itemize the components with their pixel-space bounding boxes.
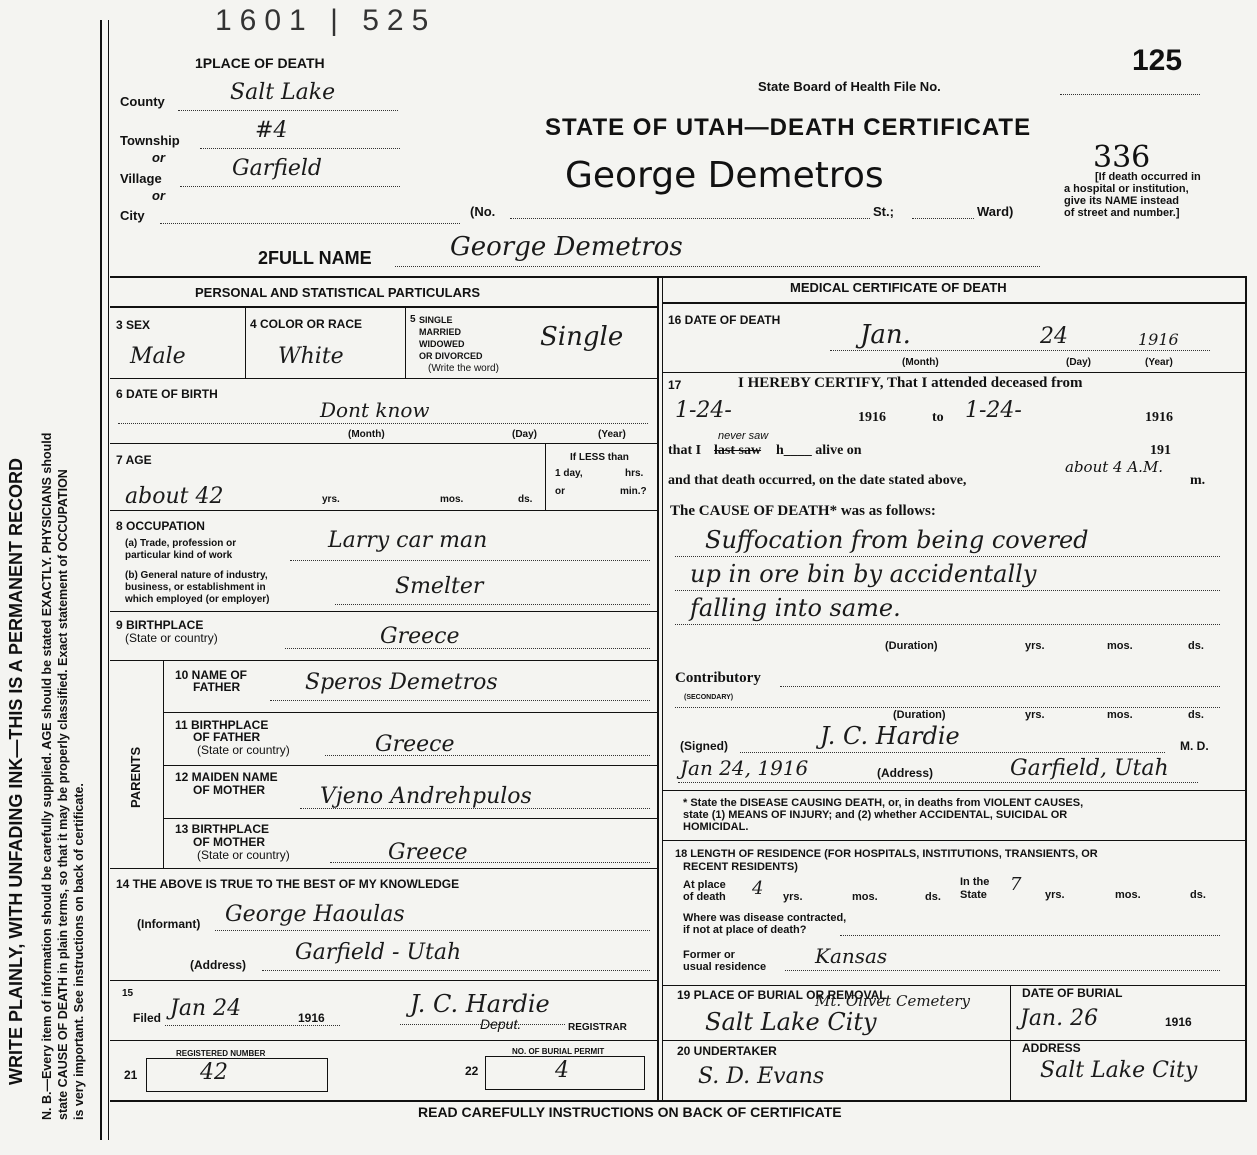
contributory-yrs: yrs. — [1025, 709, 1045, 721]
signed-value: J. C. Hardie — [820, 722, 960, 750]
or-label: or — [555, 486, 565, 497]
hospital-note-1: [If death occurred in — [1095, 171, 1201, 183]
residence-state-years: 7 — [1010, 874, 1022, 895]
row-rule-signed — [663, 790, 1246, 791]
residence-state-mos: mos. — [1115, 889, 1141, 901]
contributory-secondary: (SECONDARY) — [684, 694, 734, 701]
doctor-address-label: (Address) — [877, 766, 934, 780]
occupation-b-line-2: business, or establishment in — [125, 582, 266, 593]
row-rule-residence — [663, 985, 1246, 986]
frame-top-rule — [110, 276, 1247, 278]
age-label: 7 AGE — [116, 453, 152, 467]
alive-on-label: h____ alive on — [776, 443, 862, 458]
in-the-label-2: State — [960, 889, 987, 901]
informant-address-value: Garfield - Utah — [295, 940, 462, 965]
burial-place-city: Salt Lake City — [705, 1008, 877, 1036]
medical-heading-rule — [663, 302, 1246, 304]
birthplace-label: 9 BIRTHPLACE — [116, 618, 204, 632]
footer-instructions: READ CAREFULLY INSTRUCTIONS ON BACK OF CERTIFICATE — [418, 1104, 842, 1120]
deputy-label: Deput. — [480, 1016, 522, 1032]
age-mos: mos. — [440, 494, 464, 505]
street-number-line — [510, 218, 870, 219]
township-line — [200, 148, 400, 149]
if-less-label: If LESS than — [570, 452, 629, 463]
certify-num: 17 — [668, 378, 682, 392]
signed-line — [740, 752, 1165, 753]
color-value: White — [278, 344, 344, 369]
mother-bp-label-3: (State or country) — [197, 848, 290, 862]
father-bp-value: Greece — [375, 732, 455, 757]
side-note-line-1: N. B.—Every item of information should be carefully supplied. AGE should be stated EXACTLY. PHYSICIANS should — [40, 432, 54, 1120]
or-label-1: or — [152, 150, 165, 165]
death-day-caption: (Day) — [1066, 357, 1092, 368]
undertaker-address-label: ADDRESS — [1022, 1041, 1081, 1055]
medical-heading: MEDICAL CERTIFICATE OF DEATH — [790, 280, 1007, 295]
contracted-line — [840, 935, 1220, 936]
marital-value: Single — [540, 322, 624, 352]
occupation-b-value: Smelter — [395, 574, 484, 599]
former-label-1: Former or — [683, 949, 735, 961]
cause-duration-label: (Duration) — [885, 640, 938, 652]
mother-name-value: Vjeno Andrehpulos — [320, 784, 532, 809]
at-place-label-1: At place — [683, 879, 726, 891]
township-value: #4 — [255, 118, 288, 143]
undertaker-label: 20 UNDERTAKER — [677, 1044, 777, 1058]
registrar-signature: J. C. Hardie — [410, 990, 550, 1018]
cause-line-1: Suffocation from being covered — [705, 526, 1089, 554]
row-rule-mother-name — [163, 818, 658, 819]
age-yrs: yrs. — [322, 494, 340, 505]
dob-value: Dont know — [320, 398, 430, 422]
cause-line-3: falling into same. — [690, 594, 901, 622]
date-of-death-label: 16 DATE OF DEATH — [668, 313, 781, 327]
village-line — [180, 186, 400, 187]
death-day: 24 — [1040, 324, 1068, 349]
dob-label: 6 DATE OF BIRTH — [116, 387, 218, 401]
marital-num: 5 — [410, 314, 416, 325]
cause-of-death-label: The CAUSE OF DEATH* was as follows: — [670, 503, 936, 519]
stamp-number: 1601 | 525 — [215, 4, 437, 37]
ward-label: Ward) — [977, 204, 1014, 219]
mother-name-line — [300, 808, 650, 809]
frame-right-rule — [1245, 276, 1247, 1102]
age-divider — [545, 444, 546, 510]
footnote-line-3: HOMICIDAL. — [683, 821, 749, 833]
county-label: County — [120, 94, 165, 109]
village-label: Village — [120, 171, 162, 186]
marital-option-3: WIDOWED — [419, 339, 465, 349]
burial-permit-value: 4 — [555, 1058, 569, 1083]
place-of-death-label: 1PLACE OF DEATH — [195, 55, 325, 71]
attended-to-date: 1-24- — [965, 398, 1022, 423]
burial-place-label: 19 PLACE OF BURIAL OR REMOVAL — [677, 988, 887, 1002]
cause-dotline-2 — [675, 590, 1220, 591]
certificate-title: STATE OF UTAH—DEATH CERTIFICATE — [545, 114, 1032, 141]
hospital-note-4: of street and number.] — [1064, 207, 1180, 219]
color-label: 4 COLOR OR RACE — [250, 317, 363, 331]
row-rule-dob — [110, 443, 658, 444]
in-the-label-1: In the — [960, 876, 990, 888]
sex-value: Male — [130, 344, 186, 369]
contributory-mos: mos. — [1107, 709, 1133, 721]
death-month: Jan. — [860, 320, 911, 350]
filed-label: Filed — [133, 1011, 162, 1025]
marital-option-2: MARRIED — [419, 327, 461, 337]
death-year: 1916 — [1138, 330, 1179, 349]
residence-state-ds: ds. — [1190, 889, 1206, 901]
occupation-b-line — [335, 604, 650, 605]
residence-label-1: 18 LENGTH OF RESIDENCE (FOR HOSPITALS, INSTITUTIONS, TRANSIENTS, OR — [675, 848, 1098, 860]
burial-date-value: Jan. 26 — [1020, 1006, 1099, 1031]
contracted-label-1: Where was disease contracted, — [683, 912, 847, 924]
signed-date: Jan 24, 1916 — [680, 756, 809, 780]
street-label: St.; — [873, 204, 894, 219]
side-note-line-2: state CAUSE OF DEATH in plain terms, so that it may be properly classified. Exact statement of OCCUPATION — [56, 469, 70, 1120]
row-rule-mother-bp — [110, 868, 658, 869]
reg-number-label: REGISTERED NUMBER — [176, 1049, 266, 1058]
attended-to-year: 1916 — [1145, 410, 1173, 425]
former-residence-line — [785, 970, 1220, 971]
alive-year: 191 — [1150, 443, 1171, 458]
marital-option-1: SINGLE — [419, 315, 453, 325]
street-number-label: (No. — [470, 204, 496, 219]
father-bp-line — [325, 755, 650, 756]
parents-label: PARENTS — [128, 746, 143, 808]
md-label: M. D. — [1180, 739, 1209, 753]
file-number-label: State Board of Health File No. — [758, 79, 941, 94]
row-rule-burial — [663, 1040, 1246, 1041]
reg-number-box — [146, 1058, 328, 1092]
age-value: about 42 — [125, 484, 224, 509]
row-rule-footnote — [663, 840, 1246, 841]
informant-value: George Haoulas — [225, 902, 405, 927]
personal-heading: PERSONAL AND STATISTICAL PARTICULARS — [195, 285, 481, 300]
that-i-label: that I — [668, 443, 702, 458]
residence-label-2: RECENT RESIDENTS) — [683, 861, 798, 873]
cause-dotline-1 — [675, 556, 1220, 557]
contracted-label-2: if not at place of death? — [683, 924, 807, 936]
row-rule-age — [110, 510, 658, 511]
certify-text: I HEREBY CERTIFY, That I attended deceased from — [738, 375, 1083, 391]
residence-place-ds: ds. — [925, 891, 941, 903]
permit-number-field: 22 — [465, 1064, 479, 1078]
father-bp-label-2: OF FATHER — [193, 730, 261, 744]
father-name-label-2: FATHER — [193, 680, 241, 694]
sex-label: 3 SEX — [116, 318, 151, 332]
death-month-caption: (Month) — [902, 357, 939, 368]
row-rule-date-of-death — [663, 372, 1246, 373]
file-number-value: 125 — [1132, 44, 1183, 77]
undertaker-address-value: Salt Lake City — [1040, 1058, 1198, 1083]
mother-name-label-1: 12 MAIDEN NAME — [175, 770, 278, 784]
reg-number-value: 42 — [200, 1060, 228, 1085]
burial-place-cemetery: Mt. Olivet Cemetery — [815, 992, 970, 1010]
never-saw-note: never saw — [718, 430, 769, 442]
dob-day-caption: (Day) — [512, 429, 538, 440]
county-value: Salt Lake — [230, 80, 336, 105]
ward-line — [912, 218, 974, 219]
file-number-line — [1060, 94, 1200, 95]
occupation-a-line-1: (a) Trade, profession or — [125, 538, 237, 549]
hospital-note-2: a hospital or institution, — [1064, 183, 1189, 195]
birthplace-value: Greece — [380, 624, 460, 649]
burial-year: 1916 — [1165, 1015, 1192, 1029]
contributory-line — [780, 686, 1220, 687]
min-label: min.? — [620, 486, 647, 497]
full-name-line — [395, 266, 1040, 267]
cause-dotline-3 — [675, 624, 1220, 625]
father-name-label-1: 10 NAME OF — [175, 668, 248, 682]
age-ds: ds. — [518, 494, 533, 505]
code-number: 336 — [1093, 140, 1151, 175]
cause-ds: ds. — [1188, 640, 1204, 652]
filed-value: Jan 24 — [170, 996, 242, 1021]
death-year-caption: (Year) — [1145, 357, 1173, 368]
registrar-label: REGISTRAR — [568, 1022, 627, 1033]
birthplace-sub: (State or country) — [125, 631, 218, 645]
city-label: City — [120, 208, 145, 223]
left-margin-rule — [100, 20, 102, 1140]
residence-place-mos: mos. — [852, 891, 878, 903]
dob-line — [118, 423, 648, 424]
filed-year: 1916 — [298, 1011, 325, 1025]
signed-label: (Signed) — [680, 739, 728, 753]
former-label-2: usual residence — [683, 961, 767, 973]
doctor-address-value: Garfield, Utah — [1010, 756, 1169, 781]
contributory-ds: ds. — [1188, 709, 1204, 721]
last-saw-label: last saw — [714, 443, 762, 458]
hospital-note-3: give its NAME instead — [1064, 195, 1179, 207]
former-residence-value: Kansas — [815, 944, 888, 968]
residence-state-yrs: yrs. — [1045, 889, 1065, 901]
informant-address-label: (Address) — [190, 958, 247, 972]
reg-number-field: 21 — [124, 1068, 138, 1082]
cause-yrs: yrs. — [1025, 640, 1045, 652]
marital-option-4: OR DIVORCED — [419, 351, 483, 361]
color-divider — [405, 306, 406, 378]
marital-write-hint: (Write the word) — [428, 363, 499, 374]
filed-num: 15 — [122, 988, 134, 999]
contributory-label: Contributory — [675, 670, 761, 686]
informant-label: (Informant) — [137, 917, 201, 931]
date-of-death-line — [830, 350, 1210, 351]
father-bp-label-3: (State or country) — [197, 743, 290, 757]
row-rule-sex — [110, 378, 658, 379]
village-value: Garfield — [232, 156, 323, 181]
dob-month-caption: (Month) — [348, 429, 385, 440]
attended-from-date: 1-24- — [675, 398, 732, 423]
left-margin-rule-inner — [108, 20, 109, 1140]
contributory-duration-label: (Duration) — [893, 709, 946, 721]
hrs-label: hrs. — [625, 468, 644, 479]
birthplace-line — [285, 648, 650, 649]
m-label: m. — [1190, 473, 1206, 488]
sex-divider — [245, 306, 246, 378]
full-name-label: 2FULL NAME — [258, 248, 372, 268]
occupation-b-line-1: (b) General nature of industry, — [125, 570, 268, 581]
frame-center-rule — [657, 276, 659, 1102]
footnote-line-1: * State the DISEASE CAUSING DEATH, or, in deaths from VIOLENT CAUSES, — [683, 797, 1084, 809]
occupation-label: 8 OCCUPATION — [116, 519, 205, 533]
mother-bp-label-2: OF MOTHER — [193, 835, 265, 849]
row-rule-informant — [110, 980, 658, 981]
parents-divider — [163, 660, 164, 868]
contributory-line-2 — [675, 707, 1220, 708]
informant-line — [215, 930, 650, 931]
burial-divider — [1010, 985, 1011, 1100]
occupation-a-line — [290, 560, 650, 561]
row-rule-father-bp — [163, 765, 658, 766]
death-occurred-text: and that death occurred, on the date stated above, — [668, 473, 967, 488]
city-line — [160, 223, 460, 224]
father-bp-label-1: 11 BIRTHPLACE — [175, 718, 269, 732]
personal-heading-rule — [110, 306, 658, 308]
dob-year-caption: (Year) — [598, 429, 626, 440]
occupation-b-line-3: which employed (or employer) — [125, 594, 270, 605]
or-label-2: or — [152, 188, 165, 203]
father-name-line — [270, 700, 650, 701]
row-rule-father-name — [163, 712, 658, 713]
filed-line — [165, 1025, 340, 1026]
undertaker-value: S. D. Evans — [698, 1064, 825, 1089]
informant-address-line — [262, 970, 650, 971]
mother-bp-value: Greece — [388, 840, 468, 865]
row-rule-occupation — [110, 611, 658, 612]
full-name-value: George Demetros — [450, 232, 683, 262]
frame-center-rule-2 — [662, 276, 663, 1102]
registrar-line — [400, 1024, 565, 1025]
side-note-line-3: is very important. See instructions on back of certificate. — [72, 783, 86, 1120]
cause-line-2: up in ore bin by accidentally — [690, 560, 1037, 588]
doctor-address-line — [678, 782, 1198, 783]
typed-name: George Demetros — [565, 155, 884, 196]
occupation-a-value: Larry car man — [328, 528, 488, 553]
true-statement-label: 14 THE ABOVE IS TRUE TO THE BEST OF MY KNOWLEDGE — [116, 877, 460, 891]
county-line — [178, 110, 398, 111]
cause-mos: mos. — [1107, 640, 1133, 652]
at-place-label-2: of death — [683, 891, 726, 903]
father-name-value: Speros Demetros — [305, 670, 498, 695]
township-label: Township — [120, 133, 180, 148]
row-rule-birthplace — [110, 660, 658, 661]
occupation-a-line-2: particular kind of work — [125, 550, 233, 561]
footnote-line-2: state (1) MEANS OF INJURY; and (2) whether ACCIDENTAL, SUICIDAL OR — [683, 809, 1068, 821]
one-day-label: 1 day, — [555, 468, 583, 479]
burial-date-label: DATE OF BURIAL — [1022, 986, 1123, 1000]
side-note-permanent-record: WRITE PLAINLY, WITH UNFADING INK—THIS IS A PERMANENT RECORD — [6, 457, 26, 1085]
death-time-note: about 4 A.M. — [1065, 458, 1164, 476]
attended-to-label: to — [932, 410, 944, 425]
attended-from-year: 1916 — [858, 410, 886, 425]
frame-bottom-rule — [110, 1100, 1247, 1102]
residence-place-yrs: yrs. — [783, 891, 803, 903]
row-rule-filed — [110, 1040, 658, 1041]
mother-name-label-2: OF MOTHER — [193, 783, 265, 797]
mother-bp-line — [330, 862, 650, 863]
residence-place-years: 4 — [752, 878, 764, 899]
burial-permit-label: NO. OF BURIAL PERMIT — [512, 1047, 605, 1056]
mother-bp-label-1: 13 BIRTHPLACE — [175, 822, 270, 836]
